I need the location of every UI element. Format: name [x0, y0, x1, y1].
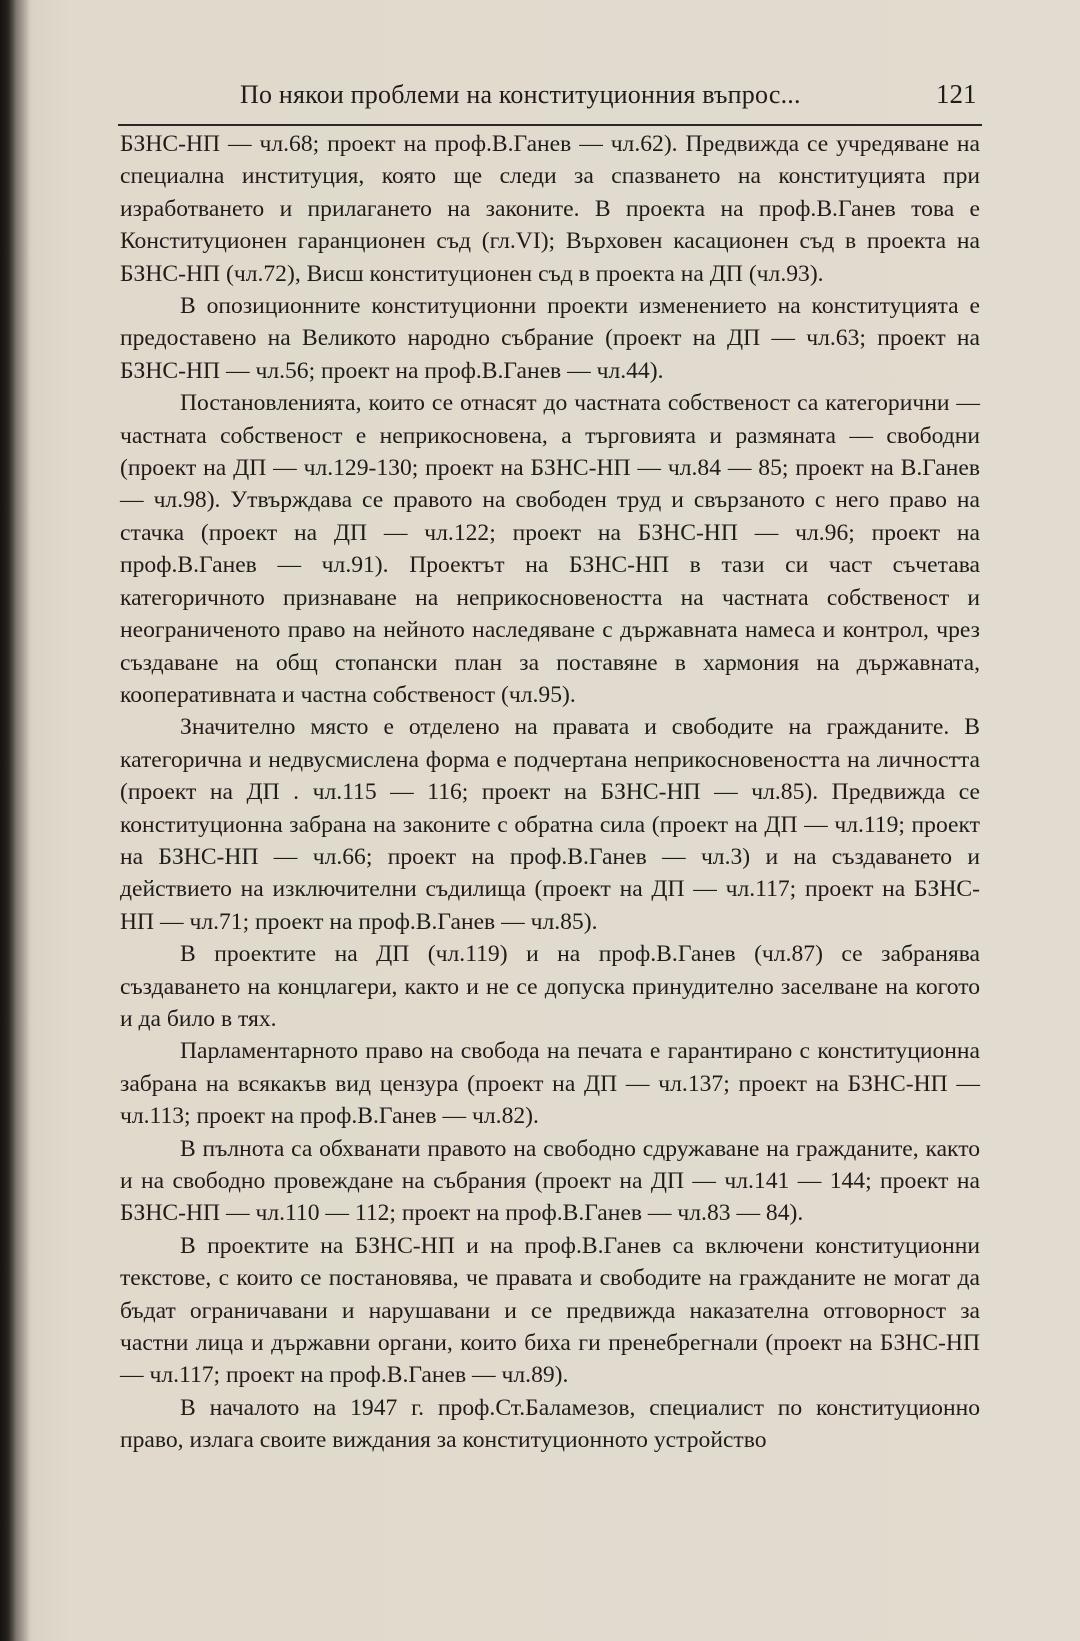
body-text — [120, 128, 980, 1457]
paragraph: БЗНС-НП — чл.68; проект на проф.В.Ганев — чл.62). Предвижда се учредяване на специална институция, която ще следи за спазването на конституцията при изработването и прилагането на законите. В проекта на проф.В.Ганев това е Конституционен гаранционен съд (гл.VI); Върховен касационен съд в проекта на БЗНС-НП (чл.72), Висш конституционен съд в проекта на ДП (чл.93). — [120, 131, 980, 287]
paragraph: В началото на 1947 г. проф.Ст.Баламезов, специалист по конституционно право, излага своите виждания за конституционното устройство — [120, 1394, 980, 1454]
paragraph: В проектите на ДП (чл.119) и на проф.В.Ганев (чл.87) се забранява създаването на концлагери, както и не се допуска принудително заселване на когото и да било в тях. — [120, 941, 980, 1032]
paragraph: Значително място е отделено на правата и свободите на гражданите. В категорична и недвусмислена форма е подчертана неприкосновеността на личността (проект на ДП . чл.115 — 116; проект на БЗНС-НП — чл.85). Предвижда се конституционна забрана на законите с обратна сила (проект на ДП — чл.119; проект на БЗНС-НП — чл.66; проект на проф.В.Ганев — чл.3) и на създаването и действието на изключителни съдилища (проект на ДП — чл.117; проект на БЗНС-НП — чл.71; проект на проф.В.Ганев — чл.85). — [120, 714, 980, 935]
paragraph: Парламентарното право на свобода на печата е гарантирано с конституционна забрана на всякакъв вид цензура (проект на ДП — чл.137; проект на БЗНС-НП — чл.113; проект на проф.В.Ганев — чл.82). — [120, 1038, 980, 1130]
header-rule — [118, 124, 982, 126]
page-number: 121 — [936, 79, 977, 109]
running-title: По някои проблеми на конституционния въпрос... — [240, 80, 801, 109]
paragraph: Постановленията, които се отнасят до частната собственост са категорични — частната собственост е неприкосновена, а търговията и размяната — свободни (проект на ДП — чл.129-130; проект на БЗНС-НП — чл.84 — 85; проект на В.Ганев — чл.98). Утвърждава се правото на свободен труд и свързаното с него право на стачка (проект на ДП — чл.122; проект на БЗНС-НП — чл.96; проект на проф.В.Ганев — чл.91). Проектът на БЗНС-НП в тази си част съчетава категоричното признаване на неприкосновеността на частната собственост и неограниченото право на нейното наследяване с държавната намеса и контрол, чрез създаване на общ стопански план за поставяне в хармония на държавната, кооперативната и частна собственост (чл.95). — [120, 390, 980, 708]
paragraph: В опозиционните конституционни проекти изменението на конституцията е предоставено на Великото народно събрание (проект на ДП — чл.63; проект на БЗНС-НП — чл.56; проект на проф.В.Ганев — чл.44). — [120, 293, 980, 384]
paragraph: В пълнота са обхванати правото на свободно сдружаване на гражданите, както и на свободно провеждане на събрания (проект на ДП — чл.141 — 144; проект на БЗНС-НП — чл.110 — 112; проект на проф.В.Ганев — чл.83 — 84). — [120, 1135, 980, 1227]
paragraph: В проектите на БЗНС-НП и на проф.В.Ганев са включени конституционни текстове, с които се постановява, че правата и свободите на гражданите не могат да бъдат ограничавани и нарушавани и се предвижда наказателна отговорност за частни лица и държавни органи, които биха ги пренебрегнали (проект на БЗНС-НП — чл.117; проект на проф.В.Ганев — чл.89). — [120, 1232, 980, 1389]
book-spine-shadow — [0, 0, 30, 1641]
